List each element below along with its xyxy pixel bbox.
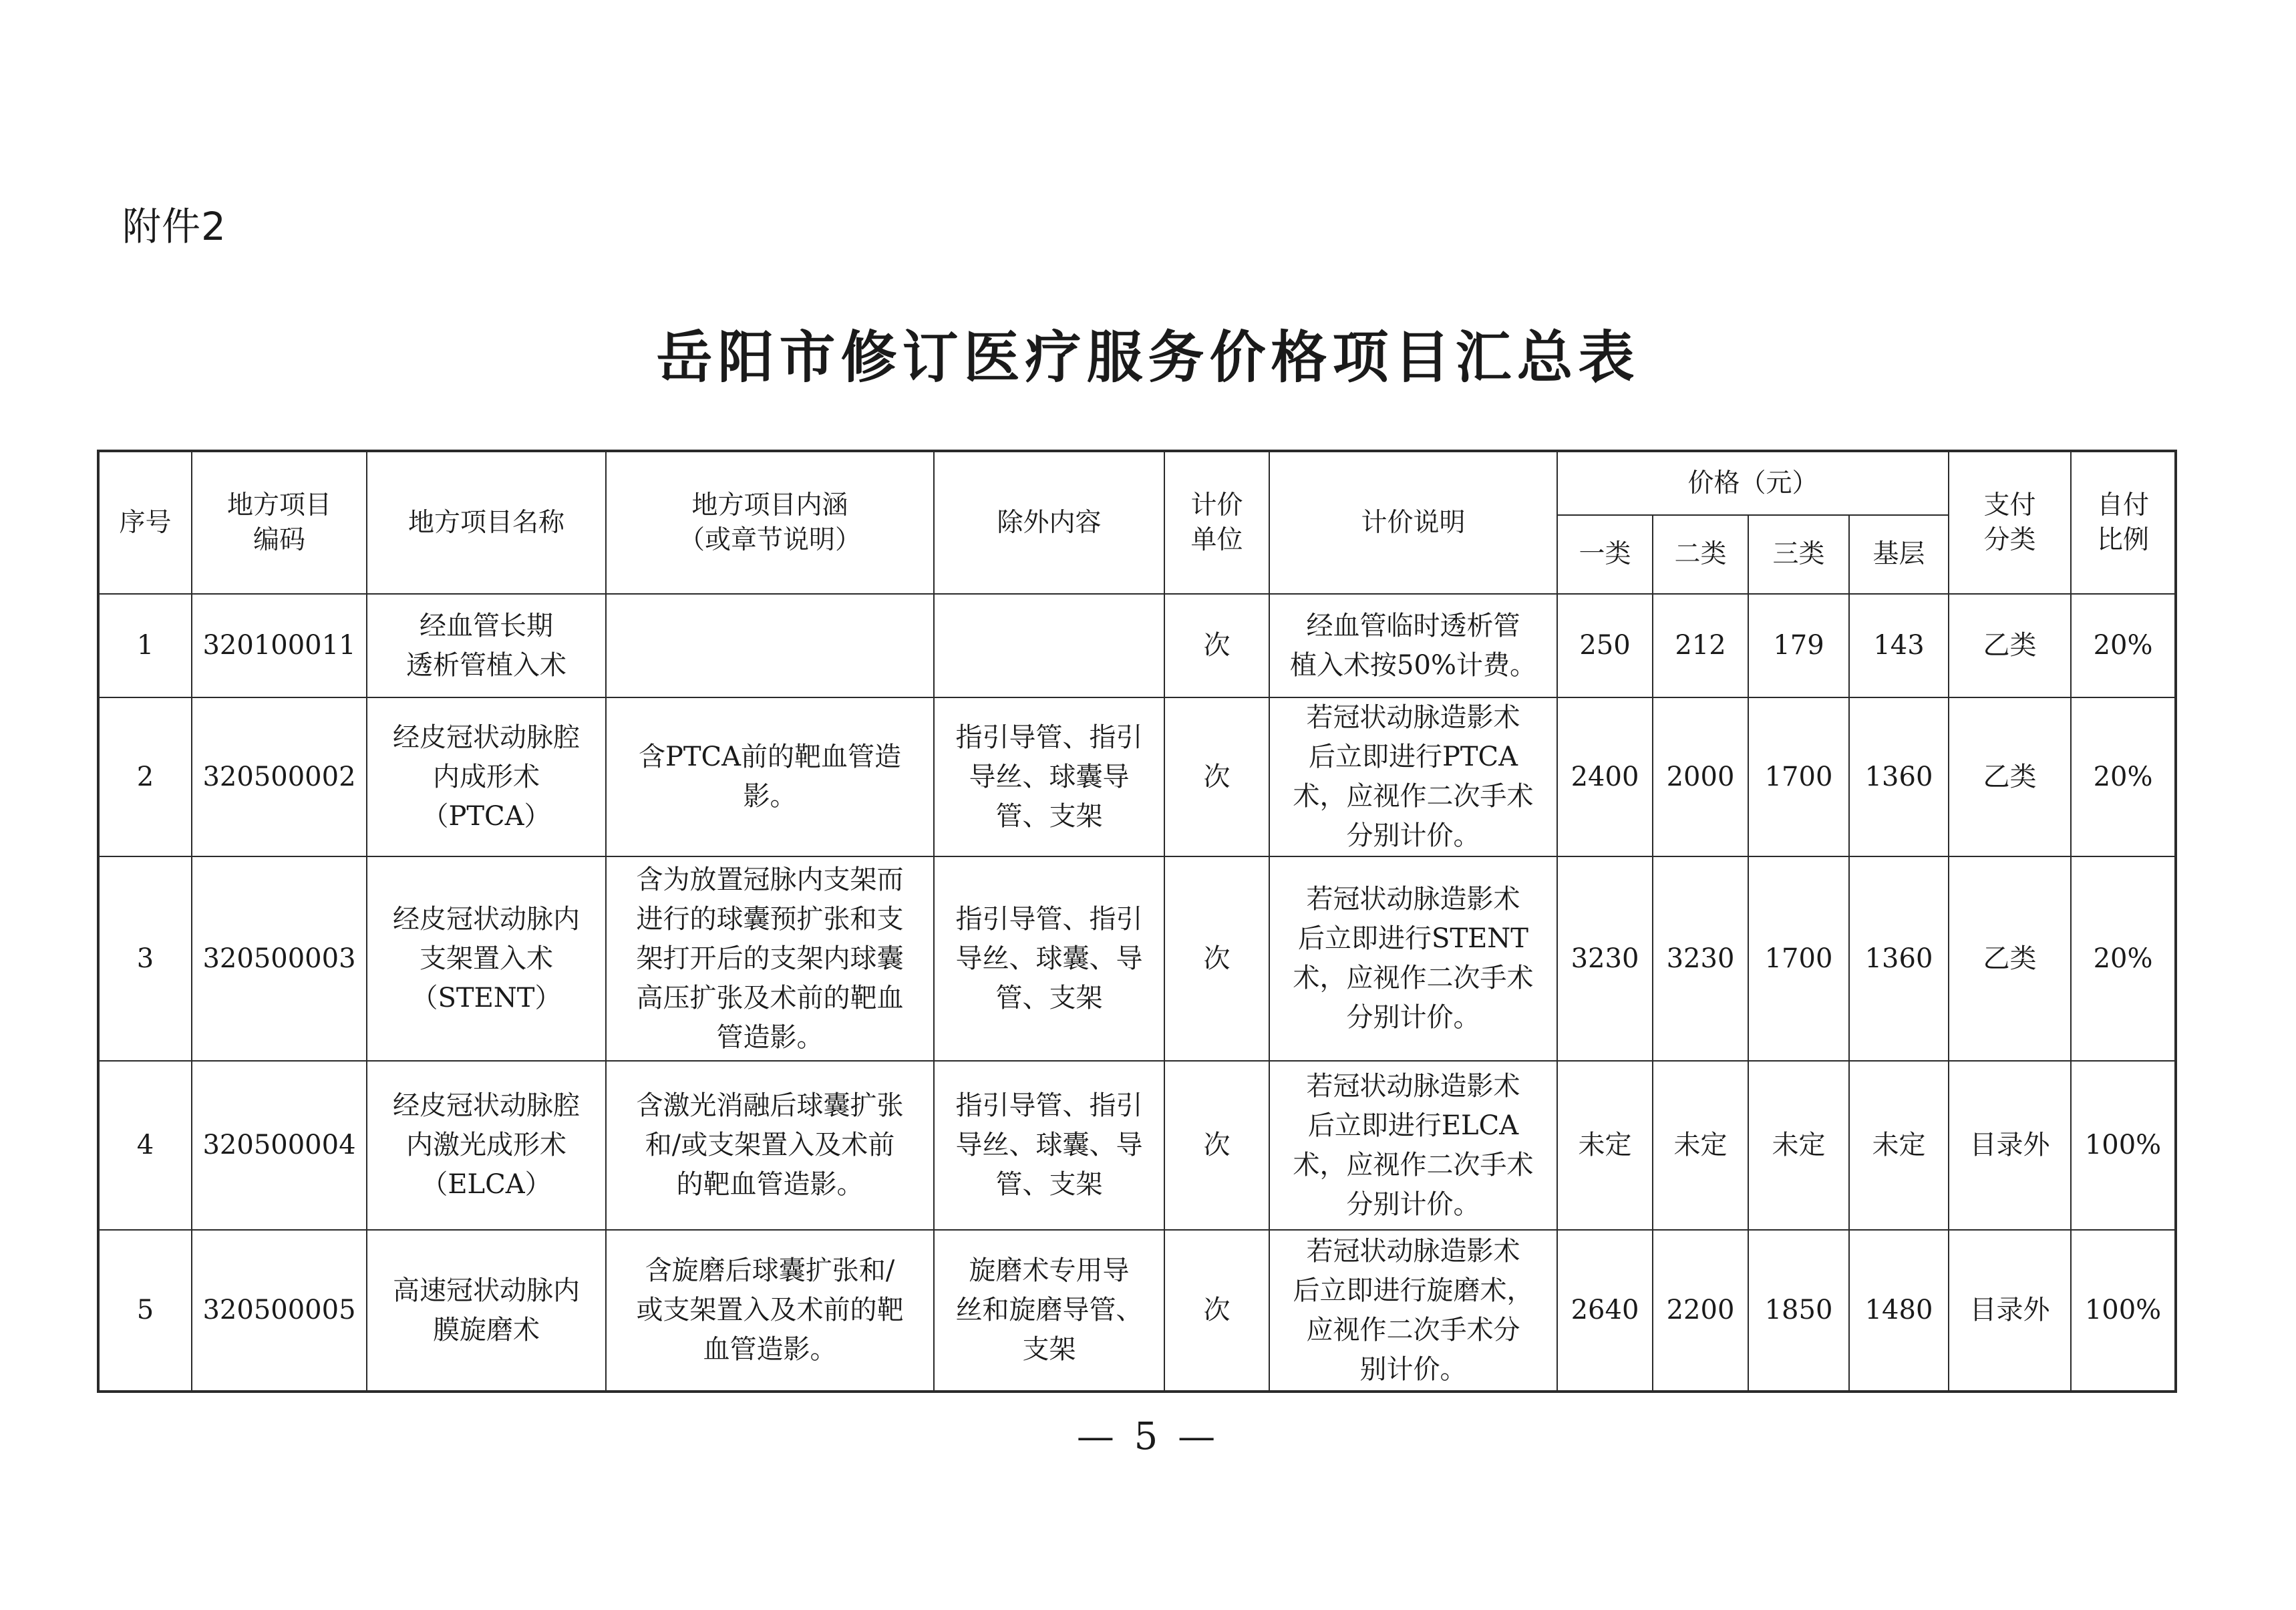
cell-seq: 3 — [98, 856, 192, 1061]
cell-exclusion: 旋磨术专用导 丝和旋磨导管、 支架 — [934, 1230, 1164, 1392]
cell-price-class1: 2400 — [1557, 697, 1653, 856]
cell-code: 320500005 — [192, 1230, 367, 1392]
page-number: — 5 — — [1076, 1415, 1220, 1458]
cell-payment: 乙类 — [1949, 697, 2071, 856]
cell-name: 经皮冠状动脉腔 内激光成形术 （ELCA） — [367, 1061, 606, 1230]
price-table — [97, 450, 2177, 1393]
cell-seq: 5 — [98, 1230, 192, 1392]
cell-price-class2: 2200 — [1653, 1230, 1748, 1392]
cell-note: 若冠状动脉造影术 后立即进行ELCA 术，应视作二次手术 分别计价。 — [1269, 1061, 1557, 1230]
cell-price-class2: 未定 — [1653, 1061, 1748, 1230]
cell-self-pay: 100% — [2071, 1061, 2176, 1230]
cell-unit: 次 — [1164, 856, 1269, 1061]
cell-price-class3: 1700 — [1748, 856, 1849, 1061]
cell-self-pay: 20% — [2071, 594, 2176, 697]
header-payment — [1949, 451, 2071, 594]
header-unit-text: 计价 单位 — [1190, 490, 1243, 555]
header-code-text: 地方项目 编码 — [226, 490, 331, 555]
cell-exclusion: 指引导管、指引 导丝、球囊导 管、支架 — [934, 697, 1164, 856]
header-connotation-text: 地方项目内涵 （或章节说明） — [678, 490, 861, 555]
cell-price-class1: 250 — [1557, 594, 1653, 697]
cell-name: 经皮冠状动脉内 支架置入术 （STENT） — [367, 856, 606, 1061]
header-self-pay — [2071, 451, 2176, 594]
cell-unit: 次 — [1164, 1061, 1269, 1230]
cell-connotation: 含为放置冠脉内支架而 进行的球囊预扩张和支 架打开后的支架内球囊 高压扩张及术前的靶血 管造影。 — [606, 856, 934, 1061]
cell-connotation: 含旋磨后球囊扩张和/ 或支架置入及术前的靶 血管造影。 — [606, 1230, 934, 1392]
cell-note: 若冠状动脉造影术 后立即进行STENT 术，应视作二次手术 分别计价。 — [1269, 856, 1557, 1061]
cell-connotation — [606, 594, 934, 697]
cell-self-pay: 20% — [2071, 856, 2176, 1061]
header-price-class1: 一类 — [1557, 515, 1653, 594]
header-connotation — [606, 451, 934, 594]
cell-payment: 乙类 — [1949, 856, 2071, 1061]
cell-price-base: 未定 — [1849, 1061, 1949, 1230]
cell-unit: 次 — [1164, 1230, 1269, 1392]
cell-unit: 次 — [1164, 697, 1269, 856]
cell-price-class3: 未定 — [1748, 1061, 1849, 1230]
header-exclusion: 除外内容 — [934, 451, 1164, 594]
cell-name: 经血管长期 透析管植入术 — [367, 594, 606, 697]
header-seq: 序号 — [98, 451, 192, 594]
table-row — [98, 1230, 2176, 1392]
cell-price-class3: 1700 — [1748, 697, 1849, 856]
cell-payment: 目录外 — [1949, 1061, 2071, 1230]
cell-name: 经皮冠状动脉腔 内成形术 （PTCA） — [367, 697, 606, 856]
cell-price-class2: 2000 — [1653, 697, 1748, 856]
header-price-class3: 三类 — [1748, 515, 1849, 594]
header-note: 计价说明 — [1269, 451, 1557, 594]
cell-exclusion: 指引导管、指引 导丝、球囊、导 管、支架 — [934, 856, 1164, 1061]
cell-price-class3: 179 — [1748, 594, 1849, 697]
cell-price-class3: 1850 — [1748, 1230, 1849, 1392]
cell-price-class1: 3230 — [1557, 856, 1653, 1061]
document-title: 岳阳市修订医疗服务价格项目汇总表 — [656, 324, 1640, 390]
table-row — [98, 697, 2176, 856]
header-price-group: 价格（元） — [1557, 451, 1949, 515]
cell-price-class1: 未定 — [1557, 1061, 1653, 1230]
cell-code: 320500003 — [192, 856, 367, 1061]
cell-price-base: 1480 — [1849, 1230, 1949, 1392]
header-self-pay-text: 自付 比例 — [2097, 490, 2150, 555]
header-payment-text: 支付 分类 — [1983, 490, 2036, 555]
cell-code: 320100011 — [192, 594, 367, 697]
table-row — [98, 594, 2176, 697]
header-code — [192, 451, 367, 594]
cell-unit: 次 — [1164, 594, 1269, 697]
cell-name: 高速冠状动脉内 膜旋磨术 — [367, 1230, 606, 1392]
cell-exclusion — [934, 594, 1164, 697]
cell-code: 320500004 — [192, 1061, 367, 1230]
cell-seq: 4 — [98, 1061, 192, 1230]
header-row-top — [98, 451, 2176, 515]
cell-payment: 目录外 — [1949, 1230, 2071, 1392]
cell-price-base: 1360 — [1849, 697, 1949, 856]
cell-code: 320500002 — [192, 697, 367, 856]
cell-price-class1: 2640 — [1557, 1230, 1653, 1392]
cell-price-base: 1360 — [1849, 856, 1949, 1061]
cell-price-class2: 3230 — [1653, 856, 1748, 1061]
cell-price-class2: 212 — [1653, 594, 1748, 697]
header-price-class2: 二类 — [1653, 515, 1748, 594]
cell-note: 若冠状动脉造影术 后立即进行旋磨术， 应视作二次手术分 别计价。 — [1269, 1230, 1557, 1392]
header-unit — [1164, 451, 1269, 594]
cell-connotation: 含PTCA前的靶血管造 影。 — [606, 697, 934, 856]
table-row — [98, 856, 2176, 1061]
cell-self-pay: 20% — [2071, 697, 2176, 856]
cell-seq: 1 — [98, 594, 192, 697]
header-name: 地方项目名称 — [367, 451, 606, 594]
header-price-base: 基层 — [1849, 515, 1949, 594]
cell-connotation: 含激光消融后球囊扩张 和/或支架置入及术前 的靶血管造影。 — [606, 1061, 934, 1230]
cell-self-pay: 100% — [2071, 1230, 2176, 1392]
cell-seq: 2 — [98, 697, 192, 856]
cell-note: 若冠状动脉造影术 后立即进行PTCA 术，应视作二次手术 分别计价。 — [1269, 697, 1557, 856]
cell-note: 经血管临时透析管 植入术按50%计费。 — [1269, 594, 1557, 697]
attachment-label: 附件2 — [122, 204, 226, 249]
table-row — [98, 1061, 2176, 1230]
cell-price-base: 143 — [1849, 594, 1949, 697]
cell-payment: 乙类 — [1949, 594, 2071, 697]
cell-exclusion: 指引导管、指引 导丝、球囊、导 管、支架 — [934, 1061, 1164, 1230]
